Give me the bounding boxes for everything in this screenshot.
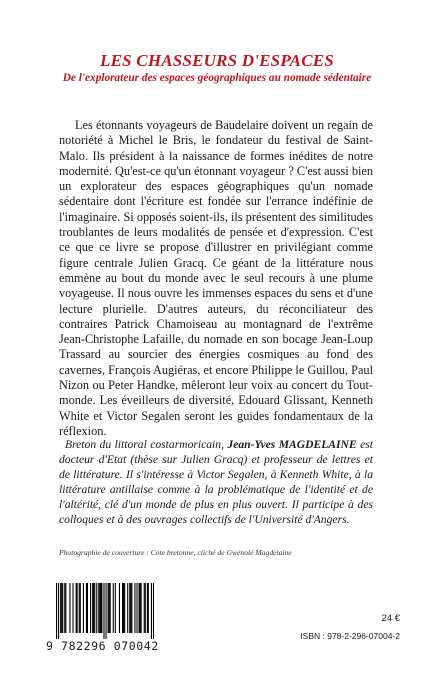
barcode-bar bbox=[147, 583, 148, 633]
barcode-bar bbox=[115, 583, 116, 633]
barcode-bar bbox=[64, 583, 65, 633]
barcode-bar bbox=[62, 583, 63, 633]
barcode-bar bbox=[129, 583, 130, 633]
barcode-bar bbox=[65, 583, 66, 633]
barcode-bar bbox=[119, 583, 120, 633]
barcode-bar bbox=[136, 583, 137, 633]
barcode-bars bbox=[56, 583, 154, 639]
barcode-bar bbox=[99, 583, 100, 633]
barcode-bar bbox=[83, 583, 84, 633]
barcode-bar bbox=[60, 583, 61, 633]
barcode-bar bbox=[100, 583, 101, 633]
barcode-bar bbox=[151, 583, 152, 639]
blurb-paragraph: Les étonnants voyageurs de Baudelaire doivent un regain de notoriété à Michel le Bris, le fondateur du festival de Saint-Malo. Ils président à la naissance de formes inédites de notre modernité. Qu'est-ce qu'un étonnant voyageur ? C'est aussi bien un explorateur des espaces géographiques qu'un nomade sédentaire dont l'écriture est fondée sur l'errance indéfinie de l'imaginaire. Si opposés soient-ils, ils présentent des similitudes troublantes de leurs modalités de pensée et d'expression. C'est ce que ce livre se propose d'illustrer en privilégiant comme figure centrale Julien Gracq. Ce géant de la littérature nous emmène au bout du monde avec le seul recours à une plume voyageuse. Il nous ouvre les immenses espaces du sens et d'une lecture plurielle. D'autres auteurs, du réconciliateur des contraires Patrick Chamoiseau au montagnard de l'extrême Jean-Christophe Lafaille, du nomade en son bocage Jean-Loup Trassard au sourcier des énergies cosmiques au fond des cavernes, François Augiéras, et encore Philippe le Guillou, Paul Nizon ou Peter Handke, mêleront leur voix au concert du Tout-monde. Les éveilleurs de diversité, Edouard Glissant, Kenneth White et Victor Segalen seront les guides fondamentaux de la réflexion. bbox=[59, 118, 373, 438]
barcode-bar bbox=[73, 583, 74, 633]
barcode-bar bbox=[123, 583, 124, 633]
barcode bbox=[46, 583, 164, 657]
barcode-bar bbox=[56, 583, 57, 639]
barcode-bar bbox=[87, 583, 88, 633]
isbn-label: ISBN : 978-2-296-07004-2 bbox=[300, 631, 400, 641]
barcode-bar bbox=[61, 583, 62, 633]
barcode-bar bbox=[98, 583, 99, 633]
barcode-bar bbox=[96, 583, 97, 633]
barcode-bar bbox=[122, 583, 123, 633]
barcode-bar bbox=[109, 583, 110, 633]
barcode-bar bbox=[134, 583, 135, 633]
barcode-bar bbox=[79, 583, 80, 633]
barcode-bar bbox=[93, 583, 94, 633]
author-name: Jean-Yves MAGDELAINE bbox=[227, 438, 357, 451]
barcode-bar bbox=[110, 583, 111, 633]
barcode-digits: 9 782296 070042 bbox=[46, 639, 159, 653]
barcode-bar bbox=[148, 583, 149, 633]
price-label: 24 € bbox=[381, 613, 400, 624]
barcode-bar bbox=[144, 583, 145, 633]
book-subtitle: De l'explorateur des espaces géographiques au nomade sédentaire bbox=[62, 72, 372, 84]
barcode-bar bbox=[139, 583, 140, 633]
photo-credit: Photographie de couverture : Cote bretonne, cliché de Gwénolé Magdelaine bbox=[59, 548, 292, 557]
barcode-bar bbox=[76, 583, 77, 633]
barcode-bar bbox=[80, 583, 81, 633]
barcode-bar bbox=[92, 583, 93, 633]
barcode-bar bbox=[131, 583, 132, 633]
barcode-bar bbox=[58, 583, 59, 639]
bio-rest: est docteur d'Etat (thèse sur Julien Gracq) et professeur de lettres et de littérature. Il s'intéresse à Victor Segalen, à Kenneth White, à la littérature antillaise comme à la problématique de l'identité et de l'altérité, clé d'un monde de plus en plus ouvert. Il participe à des colloques et à des ouvrages collectifs de l'Université d'Angers. bbox=[59, 438, 373, 526]
barcode-bar bbox=[140, 583, 141, 633]
barcode-bar bbox=[94, 583, 95, 633]
author-bio bbox=[59, 437, 373, 527]
barcode-bar bbox=[108, 583, 109, 633]
barcode-bar bbox=[90, 583, 91, 633]
barcode-bar bbox=[86, 583, 87, 633]
barcode-bar bbox=[127, 583, 128, 633]
barcode-bar bbox=[124, 583, 125, 633]
barcode-bar bbox=[106, 583, 107, 639]
barcode-bar bbox=[77, 583, 78, 633]
barcode-bar bbox=[103, 583, 104, 639]
barcode-bar bbox=[113, 583, 114, 633]
barcode-bar bbox=[141, 583, 142, 633]
barcode-bar bbox=[145, 583, 146, 633]
barcode-bar bbox=[101, 583, 102, 633]
bio-intro: Breton du littoral costarmoricain, bbox=[65, 438, 228, 451]
barcode-bar bbox=[130, 583, 131, 633]
barcode-bar bbox=[69, 583, 70, 633]
barcode-bar bbox=[153, 583, 154, 639]
book-title: LES CHASSEURS D'ESPACES bbox=[100, 51, 334, 70]
